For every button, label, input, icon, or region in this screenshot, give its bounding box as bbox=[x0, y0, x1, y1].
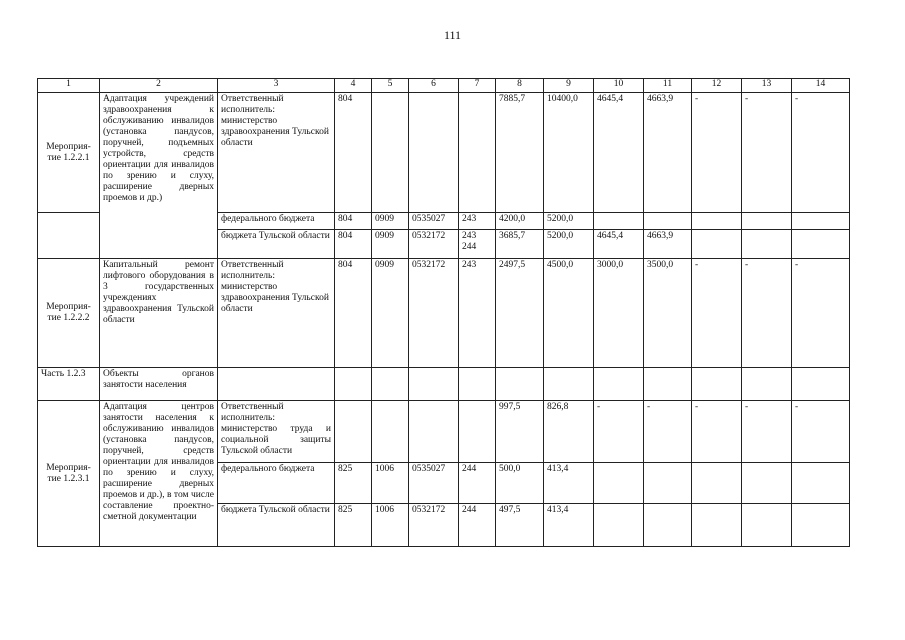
table-row bbox=[38, 93, 850, 213]
measure-name: Адаптация центров занятости населения к обслуживанию инвалидов (установка пандусов, поручней, средств ориентации для инвалидов по зрению и слуху, расширение дверных проемов и др.), в том числе составление проектно-сметной документации bbox=[100, 401, 218, 547]
data-cell: 825 bbox=[335, 463, 372, 504]
data-cell bbox=[692, 368, 742, 401]
data-cell: 413,4 bbox=[544, 504, 594, 547]
data-cell: 3500,0 bbox=[644, 259, 692, 368]
data-cell: - bbox=[594, 401, 644, 463]
header-cell: 2 bbox=[100, 79, 218, 93]
data-cell: 413,4 bbox=[544, 463, 594, 504]
data-cell bbox=[409, 368, 459, 401]
header-cell: 6 bbox=[409, 79, 459, 93]
data-cell bbox=[692, 504, 742, 547]
data-cell: - bbox=[792, 401, 850, 463]
data-cell: 804 bbox=[335, 259, 372, 368]
measure-label: Мероприя-тие 1.2.2.1 bbox=[38, 93, 100, 213]
data-cell bbox=[459, 401, 496, 463]
data-cell: 825 bbox=[335, 504, 372, 547]
data-cell bbox=[792, 213, 850, 230]
data-cell bbox=[742, 368, 792, 401]
data-cell bbox=[544, 368, 594, 401]
data-cell bbox=[335, 368, 372, 401]
data-cell bbox=[372, 401, 409, 463]
data-cell bbox=[409, 401, 459, 463]
data-cell bbox=[644, 504, 692, 547]
data-cell bbox=[792, 230, 850, 259]
header-cell: 14 bbox=[792, 79, 850, 93]
header-cell: 1 bbox=[38, 79, 100, 93]
header-row bbox=[38, 79, 850, 93]
executor-cell: Ответственный исполнитель: министерство здравоохранения Тульской области bbox=[218, 259, 335, 368]
data-cell: 3000,0 bbox=[594, 259, 644, 368]
measure-label: Мероприя-тие 1.2.3.1 bbox=[38, 401, 100, 547]
data-cell: 826,8 bbox=[544, 401, 594, 463]
label-cell bbox=[38, 213, 100, 259]
data-cell: 3685,7 bbox=[496, 230, 544, 259]
data-cell: - bbox=[692, 259, 742, 368]
table-row bbox=[38, 368, 850, 401]
data-cell: 4500,0 bbox=[544, 259, 594, 368]
data-cell: 243 bbox=[459, 213, 496, 230]
header-cell: 9 bbox=[544, 79, 594, 93]
data-cell: 4645,4 bbox=[594, 230, 644, 259]
data-cell: - bbox=[644, 401, 692, 463]
executor-cell: Ответственный исполнитель: министерство труда и социальной защиты Тульской области bbox=[218, 401, 335, 463]
data-cell: 10400,0 bbox=[544, 93, 594, 213]
data-cell bbox=[594, 463, 644, 504]
data-cell bbox=[335, 401, 372, 463]
data-cell bbox=[644, 213, 692, 230]
data-cell: 0532172 bbox=[409, 230, 459, 259]
executor-cell: федерального бюджета bbox=[218, 213, 335, 230]
data-cell: 7885,7 bbox=[496, 93, 544, 213]
data-cell: 804 bbox=[335, 93, 372, 213]
data-cell: 1006 bbox=[372, 463, 409, 504]
data-cell: 804 bbox=[335, 230, 372, 259]
data-cell: 4663,9 bbox=[644, 230, 692, 259]
header-cell: 13 bbox=[742, 79, 792, 93]
data-cell: 244 bbox=[459, 504, 496, 547]
measure-name: Адаптация учреждений здравоохранения к обслуживанию инвалидов (установка пандусов, поручней, подъемных устройств, средств ориентации для инвалидов по зрению и слуху, расширение дверных проемов и др.) bbox=[100, 93, 218, 259]
data-cell: 0909 bbox=[372, 230, 409, 259]
data-cell: 5200,0 bbox=[544, 213, 594, 230]
measure-name: Капитальный ремонт лифтового оборудования в 3 государственных учреждениях здравоохранения Тульской области bbox=[100, 259, 218, 368]
data-cell: 4663,9 bbox=[644, 93, 692, 213]
data-cell: 4200,0 bbox=[496, 213, 544, 230]
data-cell bbox=[692, 213, 742, 230]
section-label: Часть 1.2.3 bbox=[38, 368, 100, 401]
data-cell: 497,5 bbox=[496, 504, 544, 547]
executor-cell bbox=[218, 368, 335, 401]
measure-label: Мероприя-тие 1.2.2.2 bbox=[38, 259, 100, 368]
executor-cell: федерального бюджета bbox=[218, 463, 335, 504]
data-cell bbox=[644, 463, 692, 504]
header-cell: 12 bbox=[692, 79, 742, 93]
data-cell bbox=[459, 93, 496, 213]
header-cell: 10 bbox=[594, 79, 644, 93]
data-cell: - bbox=[742, 259, 792, 368]
data-cell bbox=[459, 368, 496, 401]
data-cell bbox=[372, 93, 409, 213]
executor-cell: Ответственный исполнитель: министерство здравоохранения Тульской области bbox=[218, 93, 335, 213]
executor-cell: бюджета Тульской области bbox=[218, 230, 335, 259]
program-table bbox=[37, 78, 850, 547]
header-cell: 3 bbox=[218, 79, 335, 93]
data-cell: 997,5 bbox=[496, 401, 544, 463]
page-number: 111 bbox=[443, 28, 462, 42]
data-cell: 500,0 bbox=[496, 463, 544, 504]
data-cell bbox=[594, 213, 644, 230]
section-name: Объекты органов занятости населения bbox=[100, 368, 218, 401]
data-cell bbox=[644, 368, 692, 401]
data-cell: 0535027 bbox=[409, 213, 459, 230]
data-cell: 2497,5 bbox=[496, 259, 544, 368]
data-cell: - bbox=[792, 93, 850, 213]
data-cell: 0535027 bbox=[409, 463, 459, 504]
header-cell: 4 bbox=[335, 79, 372, 93]
executor-cell: бюджета Тульской области bbox=[218, 504, 335, 547]
data-cell: - bbox=[792, 259, 850, 368]
data-cell bbox=[409, 93, 459, 213]
data-cell: - bbox=[742, 93, 792, 213]
data-cell bbox=[792, 463, 850, 504]
header-cell: 7 bbox=[459, 79, 496, 93]
data-cell bbox=[742, 213, 792, 230]
data-cell bbox=[594, 504, 644, 547]
data-cell bbox=[372, 368, 409, 401]
table-row bbox=[38, 401, 850, 463]
data-cell: 0909 bbox=[372, 259, 409, 368]
data-cell bbox=[792, 504, 850, 547]
header-cell: 8 bbox=[496, 79, 544, 93]
data-cell bbox=[742, 463, 792, 504]
data-cell: - bbox=[692, 93, 742, 213]
header-cell: 5 bbox=[372, 79, 409, 93]
data-cell: - bbox=[742, 401, 792, 463]
data-cell bbox=[692, 463, 742, 504]
data-cell: 244 bbox=[459, 463, 496, 504]
data-cell: 243 bbox=[459, 259, 496, 368]
data-cell: - bbox=[692, 401, 742, 463]
table-row bbox=[38, 259, 850, 368]
data-cell: 0909 bbox=[372, 213, 409, 230]
data-cell bbox=[692, 230, 742, 259]
data-cell bbox=[742, 230, 792, 259]
data-cell bbox=[742, 504, 792, 547]
data-cell bbox=[496, 368, 544, 401]
data-cell: 4645,4 bbox=[594, 93, 644, 213]
data-cell: 0532172 bbox=[409, 504, 459, 547]
data-cell: 1006 bbox=[372, 504, 409, 547]
data-cell bbox=[594, 368, 644, 401]
data-cell: 5200,0 bbox=[544, 230, 594, 259]
data-cell bbox=[792, 368, 850, 401]
data-cell: 804 bbox=[335, 213, 372, 230]
header-cell: 11 bbox=[644, 79, 692, 93]
data-cell: 243 244 bbox=[459, 230, 496, 259]
data-cell: 0532172 bbox=[409, 259, 459, 368]
